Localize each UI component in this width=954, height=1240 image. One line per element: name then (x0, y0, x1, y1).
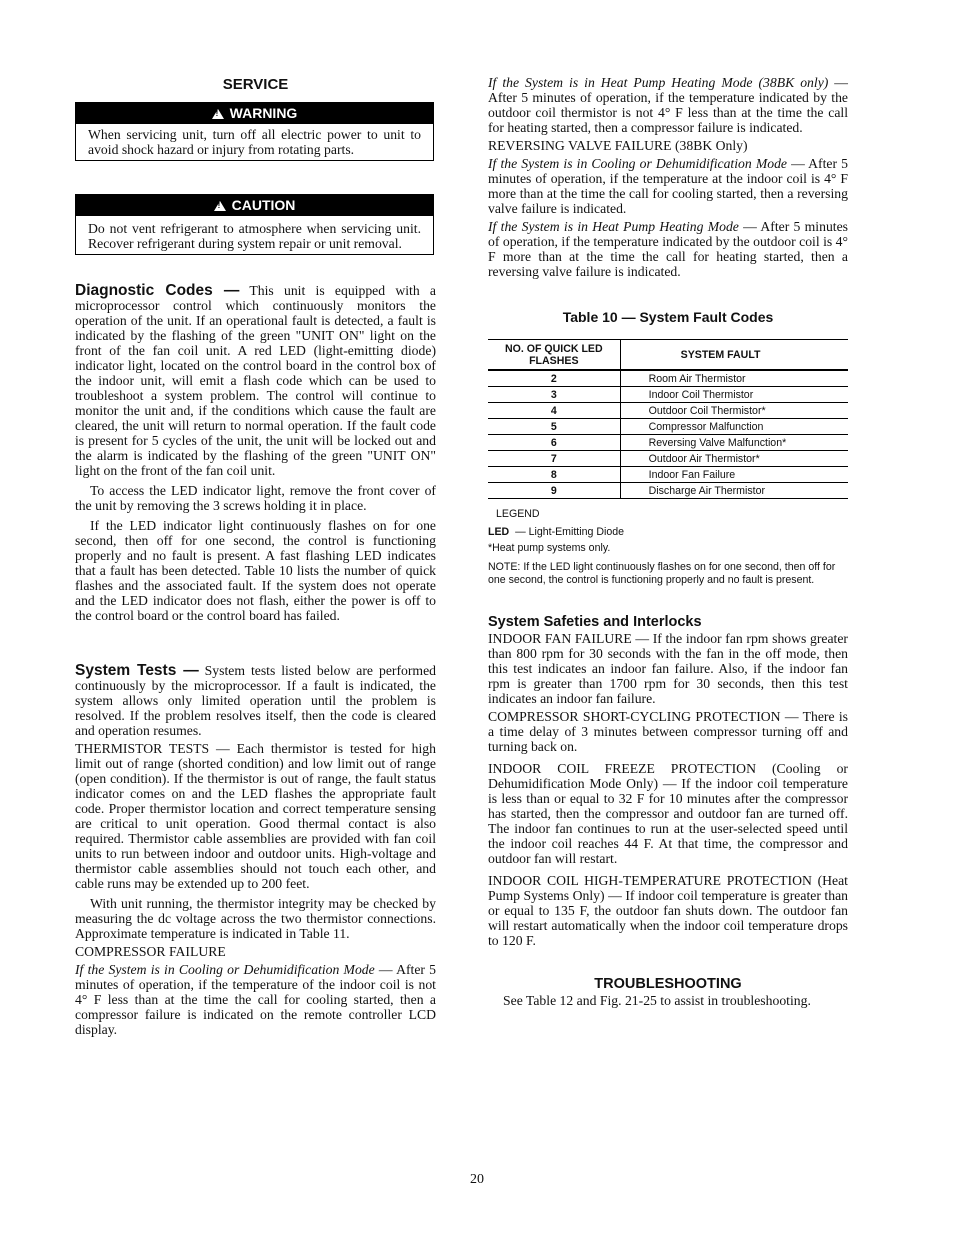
caution-text: Do not vent refrigerant to atmosphere when servicing unit. Recover refrigerant during system repair or unit removal. (88, 221, 421, 251)
diagnostic-heading: Diagnostic Codes — (75, 282, 240, 299)
system-fault-cell: Outdoor Air Thermistor* (620, 451, 848, 467)
caution-icon (214, 201, 226, 211)
indoor-fan-failure-para: INDOOR FAN FAILURE — If the indoor fan rpm shows greater than 800 rpm for 30 seconds with the fan in the off mode, then this test indicates an indoor fan failure. Also, if the indoor fan rpm is greater than 1700 rpm for 30 seconds, then this test indicates an indoor fan failure. (488, 631, 848, 706)
system-tests-heading: System Tests — (75, 662, 199, 679)
legend-abbr: LED (488, 526, 510, 538)
page-number: 20 (470, 1172, 484, 1187)
system-fault-cell: Compressor Malfunction (620, 419, 848, 435)
table-row (488, 403, 848, 419)
table-header-fault: SYSTEM FAULT (620, 340, 848, 371)
table-header-flashes: NO. OF QUICK LED FLASHES (488, 340, 620, 371)
flash-count-cell: 6 (488, 435, 620, 451)
warning-text: When servicing unit, turn off all electric power to unit to avoid shock hazard or injury from rotating parts. (88, 127, 421, 157)
table-row (488, 483, 848, 499)
system-fault-cell: Room Air Thermistor (620, 370, 848, 387)
troubleshooting-heading: TROUBLESHOOTING (594, 976, 742, 992)
freeze-protection-para: INDOOR COIL FREEZE PROTECTION (Cooling or Dehumidification Mode Only) — If the indoor coil temperature is less than or equal to 32 F for 10 minutes after the compressor has started, then the compressor and outdoor fan are turned off. The indoor fan continues to run at the user-selected speed until the indoor coil reaches 44 F. At that time, the compressor and outdoor fan will restart. (488, 761, 848, 866)
table-row (488, 451, 848, 467)
flash-count-cell: 8 (488, 467, 620, 483)
warning-title: WARNING (229, 105, 298, 121)
table-legend (488, 508, 848, 587)
system-tests-para-1: System Tests — System tests listed below are performed continuously by the microprocessor. If a fault is indicated, the system allows only limited operation until the problem is resolved. If the problem resolves itself, then the code is cleared and operation resumes. (75, 662, 436, 738)
table10-title: Table 10 — System Fault Codes (562, 309, 774, 325)
flash-count-cell: 5 (488, 419, 620, 435)
caution-bar (76, 195, 433, 216)
reversing-valve-heating-para: If the System is in Heat Pump Heating Mode — After 5 minutes of operation, if the temperature indicated by the outdoor coil is 4° F more than at the time the call for heating started, then a reversing valve failure is indicated. (488, 219, 848, 279)
legend-def: — Light-Emitting Diode (515, 526, 625, 538)
caution-box (75, 194, 434, 255)
table-row (488, 467, 848, 483)
table-row (488, 370, 848, 387)
diagnostic-para-1: Diagnostic Codes — This unit is equipped with a microprocessor control which continuously monitors the operation of the unit. If an operational fault is detected, a fault is indicated by the flashing of the green "UNIT ON" light on the front of the fan coil unit. A red LED (light-emitting diode) indicator light, located on the control board in the control box of the indoor unit, will emit a flash code which can be used to troubleshoot a system problem. The control will continue to monitor the unit and, if the conditions which cause the fault are cleared, the unit will return to normal operation. If the fault code is present for 5 cycles of the unit, the unit will be locked out and the alarm is indicated by the flashing of the green "UNIT ON" light on the front of the fan coil unit. (75, 282, 437, 478)
flash-count-cell: 7 (488, 451, 620, 467)
table-note: NOTE: If the LED light continuously flashes on for one second, then off for one second, the control is functioning properly and no fault is present. (488, 561, 836, 586)
service-heading: SERVICE (222, 76, 289, 93)
flash-count-cell: 2 (488, 370, 620, 387)
compressor-failure-cooling-para: If the System is in Cooling or Dehumidification Mode — After 5 minutes of operation, if the temperature of the indoor coil is not 4° F less than at the time the call for cooling started, then a compressor failure is indicated on the remote controller LCD display. (75, 962, 436, 1037)
troubleshooting-section (488, 976, 848, 1008)
legend-footnote: *Heat pump systems only. (488, 542, 611, 554)
flash-count-cell: 9 (488, 483, 620, 499)
legend-title: LEGEND (496, 508, 540, 520)
thermistor-tests-para: THERMISTOR TESTS — Each thermistor is tested for high limit out of range (shorted condition) and low limit out of range (open condition). If the thermistor is out of range, the fault status indicator comes on and the LED flashes the appropriate fault code. Proper thermistor location and correct temperature sensing are critical to unit operation. Good thermal contact is also required. Thermistor cable assemblies are provided with fan coil units to run between indoor and outdoor units. High-voltage and thermistor cable assemblies should not touch each other, and cable runs may be extended up to 200 feet. (75, 741, 436, 891)
warning-bar (76, 103, 433, 124)
safeties-heading: System Safeties and Interlocks (488, 614, 702, 630)
table-header-row (488, 340, 848, 371)
thermistor-check-para: With unit running, the thermistor integrity may be checked by measuring the dc voltage across the two thermistor connections. Approximate temperature is indicated in Table 11. (75, 896, 436, 941)
system-fault-cell: Discharge Air Thermistor (620, 483, 848, 499)
safeties-section (488, 613, 848, 948)
system-fault-cell: Reversing Valve Malfunction* (620, 435, 848, 451)
fault-codes-table (488, 339, 848, 499)
table-row (488, 387, 848, 403)
compressor-failure-hp-para: If the System is in Heat Pump Heating Mode (38BK only) — After 5 minutes of operation, if the temperature indicated by the outdoor coil thermistor is not 4° F less than at the time the call for heating started, then a compressor failure is indicated. (488, 75, 848, 135)
flash-count-cell: 4 (488, 403, 620, 419)
short-cycling-para: COMPRESSOR SHORT-CYCLING PROTECTION — There is a time delay of 3 minutes between compressor turning off and turning back on. (488, 709, 848, 754)
system-fault-cell: Indoor Fan Failure (620, 467, 848, 483)
reversing-valve-heading: REVERSING VALVE FAILURE (38BK Only) (488, 138, 748, 153)
fault-codes-table-wrap (488, 339, 848, 499)
compressor-failure-hp-section (488, 75, 848, 279)
system-tests-section (75, 663, 436, 1037)
warning-box (75, 102, 434, 161)
warning-icon (212, 109, 224, 119)
diagnostic-section (75, 283, 436, 623)
high-temp-protection-para: INDOOR COIL HIGH-TEMPERATURE PROTECTION (Heat Pump Systems Only) — If indoor coil temperature is greater than or equal to 135 F, the outdoor fan shuts down. The outdoor fan will restart automatically when the indoor coil temperature drops to 120 F. (488, 873, 848, 948)
flash-count-cell: 3 (488, 387, 620, 403)
reversing-valve-cooling-para: If the System is in Cooling or Dehumidification Mode — After 5 minutes of operation, if the temperature at the indoor coil is 4° F more than at the time the call for cooling started, then a reversing valve failure is indicated. (488, 156, 848, 216)
compressor-failure-heading: COMPRESSOR FAILURE (75, 944, 226, 959)
table-row (488, 419, 848, 435)
diagnostic-para-2: To access the LED indicator light, remove the front cover of the unit by removing the 3 screws holding it in place. (75, 483, 436, 513)
caution-title: CAUTION (231, 197, 296, 213)
system-fault-cell: Indoor Coil Thermistor (620, 387, 848, 403)
table-row (488, 435, 848, 451)
system-fault-cell: Outdoor Coil Thermistor* (620, 403, 848, 419)
legend-entry (488, 526, 848, 539)
troubleshooting-text: See Table 12 and Fig. 21-25 to assist in troubleshooting. (503, 993, 811, 1008)
diagnostic-para-3: If the LED indicator light continuously flashes on for one second, then off for one second, the control is functioning properly and no fault is present. A fast flashing LED indicates that a fault has been detected. Table 10 lists the number of quick flashes and the associated fault. If the system does not operate and the LED indicator does not flash, either the power is off to the control board or the control board has failed. (75, 518, 436, 623)
